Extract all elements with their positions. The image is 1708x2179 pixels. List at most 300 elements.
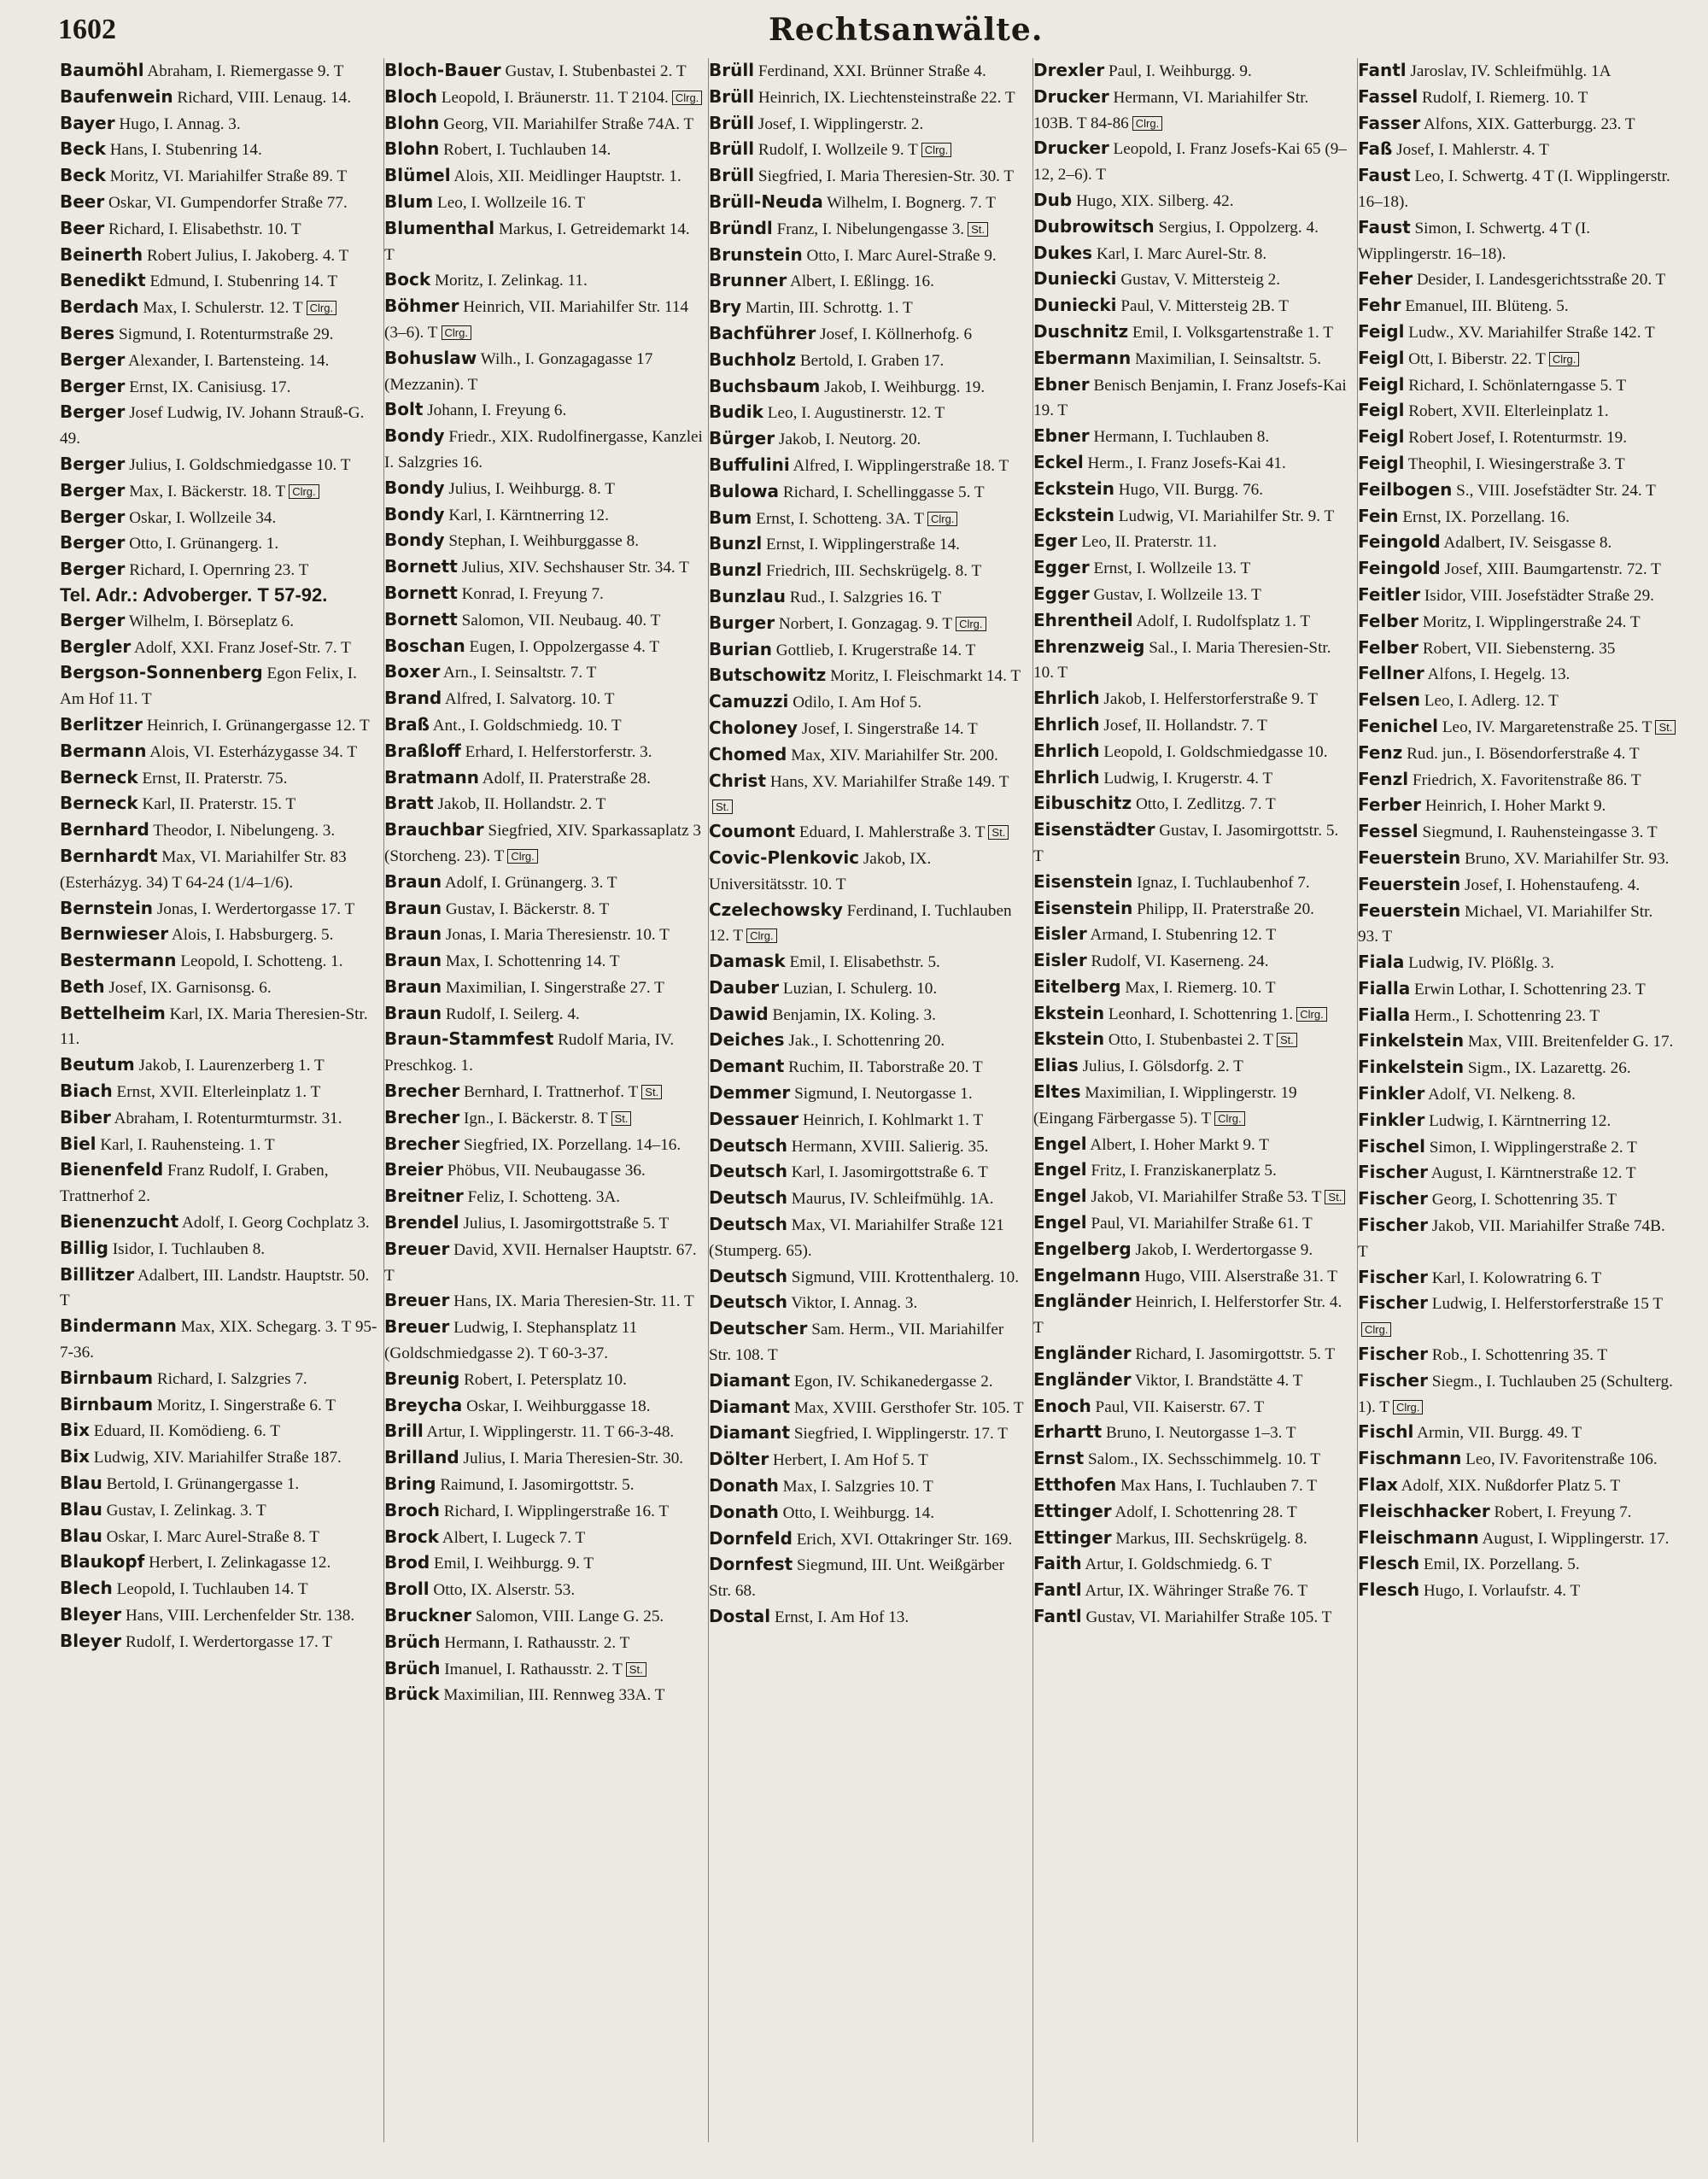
entry-name: Blohn	[384, 112, 440, 133]
directory-entry	[709, 1290, 1027, 1316]
directory-entry	[709, 558, 1027, 584]
entry-name: Finkelstein	[1358, 1057, 1465, 1078]
entry-address: Jakob, I. Werdertorgasse 9.	[1131, 1240, 1313, 1259]
entry-address: Ernst, XVII. Elterleinplatz 1. T	[112, 1083, 321, 1102]
directory-entry	[1358, 1134, 1677, 1161]
entry-name: Eckstein	[1033, 477, 1114, 499]
entry-address: Josef Ludwig, IV. Johann Strauß-G. 49.	[60, 404, 365, 448]
entry-name: Fialla	[1358, 977, 1411, 999]
entry-name: Bergler	[60, 636, 132, 657]
entry-name: Berneck	[60, 766, 138, 788]
directory-entry	[384, 1210, 703, 1237]
directory-entry	[60, 1210, 378, 1236]
entry-badge: Clrg.	[1214, 1111, 1244, 1126]
entry-address: Gottlieb, I. Krugerstraße 14. T	[771, 641, 976, 659]
directory-entry	[384, 739, 703, 765]
entry-address: Karl, I. Jasomirgottstraße 6. T	[787, 1163, 988, 1182]
entry-name: Diamant	[709, 1369, 791, 1391]
entry-address: Alexander, I. Bartensteing. 14.	[125, 351, 330, 370]
directory-entry	[1358, 1526, 1677, 1552]
directory-entry	[1033, 817, 1352, 870]
entry-name: Ekstein	[1033, 1002, 1105, 1023]
entry-name: Bürger	[709, 428, 775, 449]
directory-entry	[709, 1447, 1027, 1473]
directory-entry	[709, 846, 1027, 898]
entry-address: Ludwig, XIV. Mariahilfer Straße 187.	[90, 1449, 342, 1467]
entry-address: Alois, XII. Meidlinger Hauptstr. 1.	[450, 167, 681, 186]
entry-name: Brand	[384, 688, 442, 709]
entry-address: Otto, I. Marc Aurel-Straße 9.	[802, 246, 997, 265]
entry-address: Otto, I. Stubenbastei 2. T	[1104, 1031, 1273, 1050]
entry-address: Abraham, I. Rotenturmturmstr. 31.	[110, 1109, 342, 1128]
directory-entry	[384, 502, 703, 529]
directory-entry	[1033, 267, 1352, 293]
directory-entry	[60, 85, 378, 111]
directory-entry	[709, 1604, 1027, 1631]
directory-entry	[60, 137, 378, 163]
directory-entry	[384, 424, 703, 476]
column-2	[384, 58, 709, 2142]
entry-name: Brunner	[709, 270, 787, 291]
directory-entry	[1358, 1003, 1677, 1029]
entry-address: Emil, I. Elisabethstr. 5.	[785, 953, 940, 972]
entry-name: Eibuschitz	[1033, 793, 1132, 814]
directory-columns	[60, 58, 1691, 2142]
entry-name: Bleyer	[60, 1604, 122, 1625]
directory-entry	[709, 819, 1027, 846]
entry-address: Karl, IX. Maria Theresien-Str. 11.	[60, 1005, 368, 1049]
directory-entry	[60, 111, 378, 138]
entry-name: Fein	[1358, 505, 1399, 526]
directory-entry	[60, 948, 378, 975]
entry-address: Richard, I. Elisabethstr. 10. T	[104, 220, 301, 238]
entry-name: Bermann	[60, 740, 147, 761]
directory-entry	[384, 85, 703, 111]
entry-address: Paul, VI. Mariahilfer Straße 61. T	[1086, 1215, 1313, 1233]
entry-name: Bloch	[384, 85, 437, 107]
directory-entry	[709, 637, 1027, 664]
entry-name: Blaukopf	[60, 1551, 145, 1573]
entry-address: Ludwig, I. Stephansplatz 11 (Goldschmiedgasse 2). T 60-3-37.	[384, 1319, 638, 1363]
directory-entry	[60, 1052, 378, 1079]
directory-entry	[60, 1236, 378, 1262]
entry-name: Böhmer	[384, 296, 459, 317]
entry-name: Chomed	[709, 743, 787, 764]
entry-name: Fischer	[1358, 1292, 1428, 1314]
entry-badge: St.	[1277, 1033, 1297, 1047]
entry-name: Breier	[384, 1159, 443, 1180]
entry-name: Bestermann	[60, 950, 177, 971]
entry-address: Max Hans, I. Tuchlauben 7. T	[1116, 1477, 1317, 1496]
entry-address: Leopold, I. Bräunerstr. 11. T 2104.	[436, 88, 669, 107]
entry-name: Engelmann	[1033, 1264, 1141, 1286]
directory-entry	[384, 659, 703, 686]
directory-entry	[60, 765, 378, 792]
directory-entry	[1358, 1265, 1677, 1292]
directory-entry	[1358, 1160, 1677, 1186]
entry-name: Bruckner	[384, 1605, 472, 1626]
directory-entry	[384, 922, 703, 948]
entry-name: Engländer	[1033, 1368, 1132, 1390]
directory-entry	[1033, 241, 1352, 267]
directory-entry	[709, 689, 1027, 716]
directory-entry	[709, 1028, 1027, 1054]
entry-name: Blech	[60, 1578, 113, 1599]
directory-entry	[384, 397, 703, 424]
directory-entry	[384, 870, 703, 896]
directory-entry	[60, 295, 378, 321]
entry-address: Norbert, I. Gonzagag. 9. T	[775, 614, 953, 633]
entry-address: Richard, I. Schellinggasse 5. T	[779, 483, 985, 501]
entry-name: Brilland	[384, 1447, 459, 1468]
entry-address: Leo, IV. Margaretenstraße 25. T	[1438, 718, 1652, 736]
entry-address: Sergius, I. Oppolzerg. 4.	[1154, 218, 1319, 237]
directory-entry	[1033, 1157, 1352, 1184]
entry-name: Blumenthal	[384, 217, 495, 238]
entry-address: Wilhelm, I. Bognerg. 7. T	[822, 193, 997, 212]
entry-address: Hans, IX. Maria Theresien-Str. 11. T	[449, 1292, 694, 1311]
entry-address: Phöbus, VII. Neubaugasse 36.	[442, 1162, 646, 1180]
entry-name: Buchsbaum	[709, 375, 821, 396]
directory-entry	[1358, 372, 1677, 399]
entry-address: Simon, I. Wipplingerstraße 2. T	[1424, 1138, 1637, 1157]
entry-name: Flesch	[1358, 1579, 1420, 1601]
directory-entry	[709, 1186, 1027, 1212]
directory-entry	[1358, 741, 1677, 767]
entry-address: Siegfried, I. Wipplingerstr. 17. T	[790, 1425, 1008, 1444]
entry-name: Bondy	[384, 530, 445, 551]
entry-name: Eisenstein	[1033, 897, 1133, 918]
directory-entry	[1033, 1289, 1352, 1341]
entry-name: Eisler	[1033, 950, 1087, 971]
entry-name: Beck	[60, 165, 106, 186]
directory-entry	[1358, 58, 1677, 85]
directory-entry	[1358, 636, 1677, 662]
entry-name: Egger	[1033, 557, 1090, 578]
entry-address: Jakob, VII. Mariahilfer Straße 74B. T	[1358, 1217, 1665, 1261]
directory-entry	[1033, 1604, 1352, 1631]
entry-name: Deutsch	[709, 1134, 787, 1156]
entry-address: Rud. jun., I. Bösendorferstraße 4. T	[1402, 744, 1640, 763]
entry-address: Karl, I. Kärntnerring 12.	[444, 506, 609, 524]
directory-entry	[60, 608, 378, 635]
entry-name: Duniecki	[1033, 295, 1117, 316]
entry-name: Berger	[60, 559, 126, 580]
entry-name: Felsen	[1358, 689, 1420, 711]
entry-address: Hermann, I. Tuchlauben 8.	[1089, 428, 1270, 447]
entry-address: Gustav, I. Jasomirgottstr. 5. T	[1033, 822, 1339, 865]
entry-badge: Clrg.	[1132, 116, 1162, 131]
entry-address: Ludw., XV. Mariahilfer Straße 142. T	[1404, 323, 1655, 342]
directory-entry	[1033, 58, 1352, 85]
entry-badge: Clrg.	[1549, 352, 1579, 366]
entry-name: Drexler	[1033, 60, 1105, 80]
entry-address: Erhard, I. Helferstorferstr. 3.	[460, 742, 652, 761]
entry-address: Leopold, I. Tuchlauben 14. T	[112, 1580, 308, 1599]
entry-address: Abraham, I. Riemergasse 9. T	[143, 62, 344, 80]
entry-name: Blümel	[384, 165, 451, 186]
entry-address: Jaroslav, IV. Schleifmühlg. 1A	[1406, 62, 1611, 80]
directory-entry	[384, 1157, 703, 1184]
directory-entry	[384, 1001, 703, 1028]
entry-name: Engel	[1033, 1186, 1087, 1207]
directory-entry	[384, 686, 703, 712]
directory-entry	[384, 1577, 703, 1603]
entry-name: Ettinger	[1033, 1500, 1112, 1521]
entry-address: Adolf, I. Rudolfsplatz 1. T	[1132, 612, 1311, 630]
entry-name: Bondy	[384, 425, 445, 447]
directory-entry	[384, 554, 703, 581]
directory-entry	[60, 268, 378, 295]
entry-address: Theodor, I. Nibelungeng. 3.	[149, 822, 336, 841]
directory-entry	[1358, 793, 1677, 819]
directory-entry	[60, 1524, 378, 1550]
directory-entry	[1033, 1027, 1352, 1053]
directory-entry	[384, 1184, 703, 1210]
directory-entry	[384, 1682, 703, 1708]
entry-address: Theophil, I. Wiesingerstraße 3. T	[1404, 454, 1625, 473]
entry-name: Eisenstädter	[1033, 819, 1155, 841]
entry-address: Markus, III. Sechskrügelg. 8.	[1111, 1529, 1307, 1548]
entry-address: Leonhard, I. Schottenring 1.	[1104, 1005, 1294, 1023]
directory-entry	[1358, 1055, 1677, 1081]
directory-entry	[1358, 398, 1677, 425]
entry-name: Feigl	[1358, 452, 1405, 473]
entry-address: Robert, XVII. Elterleinplatz 1.	[1404, 402, 1609, 421]
entry-address: Isidor, I. Tuchlauben 8.	[108, 1239, 266, 1258]
directory-entry	[1033, 765, 1352, 792]
directory-entry	[709, 295, 1027, 321]
entry-name: Dub	[1033, 189, 1073, 210]
directory-entry	[709, 137, 1027, 163]
entry-name: Fischel	[1358, 1135, 1425, 1157]
entry-name: Beer	[60, 217, 105, 238]
entry-address: Josef, I. Wipplingerstr. 2.	[754, 114, 924, 133]
directory-entry	[709, 1420, 1027, 1447]
directory-entry	[709, 374, 1027, 401]
directory-entry	[709, 1395, 1027, 1421]
entry-address: Friedrich, III. Sechskrügelg. 8. T	[762, 562, 982, 581]
entry-address: Julius, I. Weihburgg. 8. T	[444, 479, 615, 498]
entry-address: Gustav, I. Zelinkag. 3. T	[102, 1501, 266, 1520]
entry-name: Braun	[384, 950, 442, 971]
entry-address: Emil, IX. Porzellang. 5.	[1419, 1555, 1580, 1574]
directory-entry	[1358, 688, 1677, 714]
entry-address: Ferdinand, I. Tuchlauben 12. T	[709, 901, 1012, 946]
entry-name: Fenichel	[1358, 715, 1439, 736]
directory-entry	[1033, 1551, 1352, 1578]
entry-name: Felber	[1358, 610, 1419, 631]
directory-entry	[60, 243, 378, 269]
entry-address: Sigm., IX. Lazarettg. 26.	[1464, 1059, 1631, 1078]
entry-address: Friedr., XIX. Rudolfinergasse, Kanzlei I. Salzgries 16.	[384, 428, 703, 472]
entry-address: Alfred, I. Salvatorg. 10. T	[442, 690, 615, 709]
entry-address: Rud., I. Salzgries 16. T	[785, 588, 942, 606]
entry-name: Brecher	[384, 1133, 460, 1154]
entry-address: Jakob, I. Neutorg. 20.	[775, 431, 921, 449]
entry-address: Herm., I. Franz Josefs-Kai 41.	[1083, 454, 1286, 472]
entry-badge: St.	[1655, 720, 1676, 735]
directory-entry	[1358, 1291, 1677, 1342]
entry-name: Feilbogen	[1358, 478, 1453, 500]
page-title: Rechtsanwälte.	[769, 12, 1044, 48]
entry-address: Ernst, IX. Canisiusg. 17.	[125, 378, 291, 396]
entry-address: Eugen, I. Oppolzergasse 4. T	[465, 637, 660, 656]
entry-name: Enoch	[1033, 1395, 1091, 1416]
directory-entry	[709, 1133, 1027, 1160]
directory-entry	[1033, 136, 1352, 188]
entry-name: Duniecki	[1033, 268, 1117, 290]
directory-entry	[384, 294, 703, 346]
entry-address: Franz, I. Nibelungengasse 3.	[772, 220, 965, 238]
entry-name: Brecher	[384, 1106, 460, 1128]
directory-entry	[60, 1471, 378, 1497]
entry-address: Heinrich, I. Helferstorfer Str. 4. T	[1033, 1293, 1342, 1338]
column-3	[709, 58, 1033, 2142]
entry-name: Braun-Stammfest	[384, 1028, 554, 1050]
entry-name: Bix	[60, 1446, 90, 1467]
entry-name: Bernwieser	[60, 923, 169, 945]
directory-entry	[1358, 530, 1677, 556]
directory-entry	[60, 844, 378, 896]
entry-address: Robert, I. Petersplatz 10.	[459, 1370, 627, 1389]
directory-entry	[60, 1157, 378, 1210]
directory-entry	[709, 1081, 1027, 1107]
directory-entry	[1033, 975, 1352, 1001]
entry-name: Feigl	[1358, 400, 1405, 421]
directory-entry	[709, 716, 1027, 742]
entry-name: Braß	[384, 713, 430, 735]
directory-entry	[1358, 425, 1677, 451]
entry-address: Max, VI. Mariahilfer Straße 121 (Stumperg. 65).	[709, 1216, 1004, 1260]
entry-address: Philipp, II. Praterstraße 20.	[1132, 899, 1314, 918]
entry-name: Dukes	[1033, 242, 1093, 263]
directory-entry	[1033, 635, 1352, 687]
entry-name: Bornett	[384, 582, 458, 603]
entry-address: Erwin Lothar, I. Schottenring 23. T	[1410, 980, 1646, 999]
directory-entry	[1033, 188, 1352, 214]
entry-name: Berger	[60, 349, 126, 370]
entry-address: Rudolf, I. Wollzeile 9. T	[754, 141, 918, 160]
entry-name: Braßloff	[384, 740, 461, 761]
entry-name: Covic-Plenkovic	[709, 846, 860, 868]
entry-name: Blau	[60, 1498, 102, 1520]
entry-address: Max, XIX. Schegarg. 3. T 95-7-36.	[60, 1318, 377, 1362]
entry-address: Robert Julius, I. Jakoberg. 4. T	[143, 246, 349, 265]
entry-address: Max, XVIII. Gersthofer Str. 105. T	[790, 1398, 1024, 1417]
entry-address: Eduard, II. Komödieng. 6. T	[90, 1422, 280, 1441]
directory-entry	[709, 531, 1027, 558]
directory-entry	[1358, 137, 1677, 163]
entry-address: Karl, I. Marc Aurel-Str. 8.	[1092, 244, 1267, 263]
entry-name: Donath	[709, 1501, 779, 1522]
entry-name: Birnbaum	[60, 1393, 154, 1415]
entry-address: Josef, I. Hohenstaufeng. 4.	[1460, 876, 1641, 894]
entry-name: Ehrlich	[1033, 713, 1100, 735]
directory-entry	[1033, 1263, 1352, 1290]
entry-address: August, I. Kärntnerstraße 12. T	[1427, 1164, 1636, 1183]
entry-name: Deiches	[709, 1029, 785, 1051]
directory-entry	[1033, 922, 1352, 948]
entry-name: Billitzer	[60, 1263, 135, 1285]
entry-address: Bertold, I. Grünangergasse 1.	[102, 1475, 300, 1494]
entry-name: Brüch	[384, 1631, 441, 1652]
directory-entry	[60, 1602, 378, 1629]
directory-entry	[1358, 846, 1677, 872]
directory-entry	[384, 58, 703, 85]
entry-address: Ludwig, IV. Plößlg. 3.	[1404, 954, 1554, 973]
directory-entry	[60, 557, 378, 608]
directory-entry	[709, 58, 1027, 85]
directory-entry	[60, 400, 378, 452]
entry-name: Fenzl	[1358, 768, 1409, 789]
entry-name: Fleischhacker	[1358, 1500, 1490, 1521]
entry-name: Beck	[60, 138, 106, 160]
entry-address: Artur, IX. Währinger Straße 76. T	[1081, 1582, 1308, 1601]
directory-entry	[1033, 424, 1352, 450]
directory-entry	[709, 85, 1027, 111]
directory-entry	[384, 607, 703, 634]
entry-name: Bock	[384, 269, 431, 290]
entry-address: Adolf, I. Georg Cochplatz 3.	[178, 1214, 370, 1233]
entry-name: Dornfest	[709, 1554, 793, 1575]
entry-name: Ehrenzweig	[1033, 636, 1145, 657]
entry-address: Alfons, I. Hegelg. 13.	[1424, 665, 1571, 684]
entry-address: Max, VI. Mariahilfer Str. 83 (Esterházyg. 34) T 64-24 (1/4–1/6).	[60, 847, 347, 892]
entry-name: Bienenfeld	[60, 1159, 164, 1180]
directory-entry	[1033, 1420, 1352, 1446]
directory-entry	[384, 528, 703, 554]
entry-name: Beer	[60, 190, 105, 212]
entry-address: Albert, I. Eßlingg. 16.	[787, 272, 934, 291]
directory-entry	[60, 635, 378, 661]
entry-address: Eduard, I. Mahlerstraße 3. T	[795, 823, 986, 842]
entry-name: Bettelheim	[60, 1002, 166, 1023]
entry-name: Brüll	[709, 112, 755, 133]
directory-entry	[60, 660, 378, 712]
entry-address: Adolf, XIX. Nußdorfer Platz 5. T	[1397, 1477, 1621, 1496]
entry-address: Simon, I. Schwertg. 4 T (I. Wipplingerstr. 16–18).	[1358, 219, 1591, 263]
directory-entry	[384, 137, 703, 163]
entry-address: Hugo, I. Vorlaufstr. 4. T	[1419, 1582, 1581, 1601]
entry-address: Edmund, I. Stubenring 14. T	[145, 272, 338, 291]
entry-address: Leo, II. Praterstr. 11.	[1077, 533, 1217, 552]
entry-address: Julius, I. Jasomirgottstraße 5. T	[459, 1215, 670, 1233]
entry-address: Hans, I. Stubenring 14.	[105, 141, 262, 160]
directory-entry	[709, 321, 1027, 348]
directory-entry	[1358, 1446, 1677, 1473]
entry-address: Richard, I. Opernring 23. T	[125, 561, 309, 580]
entry-name: Budik	[709, 401, 763, 423]
entry-address: Josef, II. Hollandstr. 7. T	[1099, 716, 1267, 735]
directory-entry	[384, 581, 703, 607]
directory-entry	[1358, 504, 1677, 530]
entry-name: Breycha	[384, 1394, 463, 1415]
entry-address: Leopold, I. Goldschmiedgasse 10.	[1099, 742, 1328, 761]
entry-address: Josef, XIII. Baumgartenstr. 72. T	[1440, 560, 1661, 579]
entry-name: Breuer	[384, 1316, 450, 1338]
entry-address: Fritz, I. Franziskanerplatz 5.	[1086, 1162, 1277, 1180]
entry-name: Dawid	[709, 1003, 769, 1024]
entry-name: Bum	[709, 507, 752, 528]
directory-entry	[709, 479, 1027, 506]
entry-address: Salomon, VII. Neubaug. 40. T	[457, 611, 661, 630]
directory-entry	[709, 400, 1027, 426]
entry-name: Fischer	[1358, 1215, 1428, 1236]
entry-address: Franz Rudolf, I. Graben, Trattnerhof 2.	[60, 1162, 329, 1206]
entry-address: Gustav, VI. Mariahilfer Straße 105. T	[1081, 1608, 1332, 1627]
directory-entry	[384, 1079, 703, 1105]
